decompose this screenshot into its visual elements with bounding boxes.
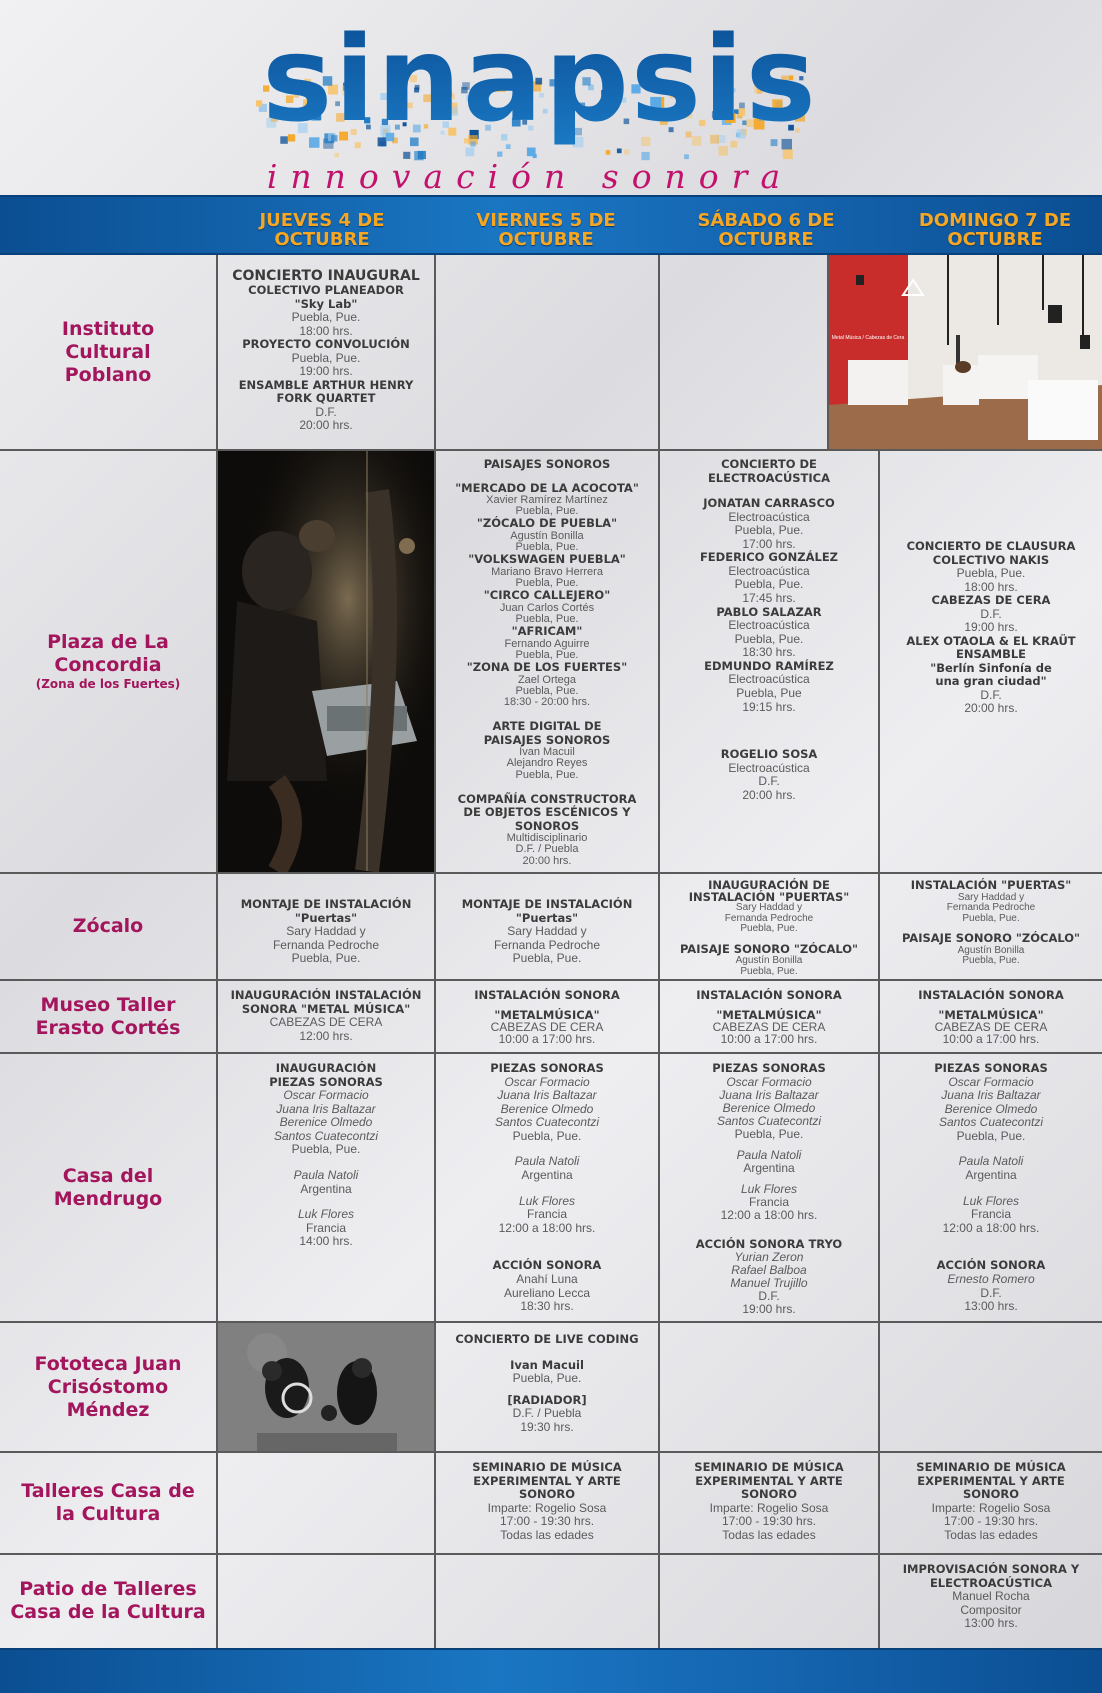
event-artist: Ernesto Romero bbox=[947, 1271, 1035, 1286]
footer-band bbox=[0, 1648, 1102, 1693]
column-divider bbox=[878, 450, 880, 1648]
event-artist: Manuel Trujillo bbox=[730, 1276, 808, 1290]
event-artist: Agustín Bonilla bbox=[957, 944, 1025, 956]
event-artist: [RADIADOR] bbox=[507, 1392, 587, 1407]
event-work: "METALMÚSICA" bbox=[938, 1007, 1044, 1022]
event-title: INSTALACIÓN SONORA bbox=[918, 988, 1064, 1002]
event-origin: Puebla, Pue. bbox=[512, 1371, 582, 1385]
event-artist: Ivan Macuil bbox=[510, 1357, 584, 1372]
venue-museo-taller bbox=[0, 980, 216, 1053]
event-audience: Todas las edades bbox=[944, 1527, 1038, 1542]
event-origin: Puebla, Pue. bbox=[734, 1126, 804, 1141]
event-origin: Puebla, Pue. bbox=[291, 310, 361, 324]
logo-area bbox=[0, 0, 1102, 195]
event-time: 18:00 hrs. bbox=[964, 579, 1018, 594]
cell-plaza-sunday bbox=[880, 534, 1102, 716]
sinapsis-logo bbox=[250, 10, 850, 195]
photo-live-performance bbox=[217, 451, 435, 873]
pixel-square bbox=[606, 150, 611, 155]
event-work: "METALMÚSICA" bbox=[494, 1007, 600, 1022]
event-origin: D.F. bbox=[758, 1289, 780, 1303]
event-artist: CABEZAS DE CERA bbox=[269, 1015, 383, 1029]
event-origin: Puebla, Pue. bbox=[515, 541, 579, 554]
row-divider bbox=[0, 1553, 1102, 1555]
event-title: PIEZAS SONORAS bbox=[490, 1061, 604, 1075]
event-title: IMPROVISACIÓN SONORA Y ELECTROACÚSTICA bbox=[902, 1562, 1080, 1590]
venue-instituto-cultural-poblano bbox=[0, 255, 216, 450]
event-work: "METALMÚSICA" bbox=[716, 1007, 822, 1022]
event-origin: D.F. bbox=[980, 606, 1002, 621]
event-artist: Mariano Bravo Herrera bbox=[491, 565, 603, 578]
column-divider bbox=[658, 255, 660, 1648]
event-artist: Ivan Macuil bbox=[519, 746, 575, 759]
event-work: "Berlín Sinfonía de una gran ciudad" bbox=[930, 660, 1052, 689]
event-role: Compositor bbox=[960, 1602, 1022, 1617]
cell-zocalo-saturday bbox=[660, 873, 878, 977]
row-divider bbox=[0, 1321, 1102, 1323]
event-time: 10:00 a 17:00 hrs. bbox=[942, 1031, 1040, 1046]
venue-name: Patio de Talleres Casa de la Cultura bbox=[10, 1578, 206, 1623]
event-title: MONTAJE DE INSTALACIÓN bbox=[240, 897, 412, 911]
event-time: 18:00 hrs. bbox=[299, 323, 353, 338]
event-instructor: Imparte: Rogelio Sosa bbox=[709, 1500, 829, 1515]
event-origin: Puebla, Pue. bbox=[515, 577, 579, 590]
event-artist: Santos Cuatecontzi bbox=[938, 1115, 1044, 1130]
event-artist: Fernanda Pedroche bbox=[724, 912, 814, 924]
event-artist: Fernanda Pedroche bbox=[272, 937, 380, 952]
event-artist: Sary Haddad y bbox=[286, 924, 366, 938]
event-audience: Todas las edades bbox=[722, 1527, 816, 1542]
event-time: 13:00 hrs. bbox=[964, 1299, 1018, 1314]
event-artist: CABEZAS DE CERA bbox=[934, 1020, 1048, 1034]
event-artist: Paula Natoli bbox=[514, 1154, 580, 1169]
cell-plaza-friday bbox=[436, 452, 658, 867]
event-artist: Sary Haddad y bbox=[957, 891, 1025, 903]
event-origin: D.F. bbox=[980, 687, 1002, 702]
event-artist: CABEZAS DE CERA bbox=[490, 1020, 604, 1034]
event-time: 12:00 hrs. bbox=[299, 1028, 353, 1043]
event-origin: Puebla, Pue. bbox=[956, 566, 1026, 580]
event-title: "ZONA DE LOS FUERTES" bbox=[466, 660, 628, 675]
event-origin: Francia bbox=[526, 1207, 567, 1222]
event-artist: Fernanda Pedroche bbox=[946, 902, 1036, 913]
event-instructor: Imparte: Rogelio Sosa bbox=[487, 1500, 607, 1515]
event-artist: Luk Flores bbox=[297, 1207, 355, 1222]
event-artist: Juana Iris Baltazar bbox=[941, 1088, 1041, 1103]
event-artist: Luk Flores bbox=[518, 1193, 576, 1208]
event-origin: Argentina bbox=[300, 1181, 352, 1196]
event-group: CABEZAS DE CERA bbox=[931, 593, 1051, 608]
event-origin: D.F. / Puebla bbox=[512, 1406, 582, 1421]
event-artist: Oscar Formacio bbox=[283, 1088, 369, 1102]
event-artist: Xavier Ramírez Martínez bbox=[486, 494, 608, 506]
event-artist: Berenice Olmedo bbox=[944, 1101, 1038, 1116]
event-title: "ZÓCALO DE PUEBLA" bbox=[476, 516, 618, 531]
cell-mendrugo-thursday bbox=[218, 1056, 434, 1249]
event-artist: Luk Flores bbox=[962, 1193, 1020, 1208]
row-divider bbox=[0, 872, 1102, 874]
event-artist: Yurian Zeron bbox=[734, 1250, 804, 1264]
event-title: PAISAJE SONORO "ZÓCALO" bbox=[901, 931, 1081, 945]
event-title: MONTAJE DE INSTALACIÓN bbox=[461, 897, 633, 911]
event-origin: Puebla, Pue. bbox=[734, 631, 804, 646]
event-time: 18:30 hrs. bbox=[520, 1299, 574, 1314]
event-origin: Puebla, Pue. bbox=[515, 648, 579, 661]
event-time: 19:30 hrs. bbox=[520, 1419, 574, 1434]
day-header-band bbox=[0, 195, 1102, 255]
event-origin: Argentina bbox=[743, 1160, 795, 1175]
event-origin: Francia bbox=[970, 1207, 1011, 1222]
event-genre: Electroacústica bbox=[728, 672, 810, 687]
event-artist: Anahí Luna bbox=[516, 1271, 578, 1286]
event-title: INSTALACIÓN "PUERTAS" bbox=[910, 878, 1072, 892]
event-title: INAUGURACIÓN DE INSTALACIÓN "PUERTAS" bbox=[688, 878, 850, 904]
event-time: 19:15 hrs. bbox=[742, 699, 796, 714]
event-origin: D.F. / Puebla bbox=[515, 843, 579, 856]
row-divider bbox=[0, 449, 1102, 451]
event-title: ACCIÓN SONORA bbox=[492, 1258, 602, 1273]
event-title: PROYECTO CONVOLUCIÓN bbox=[242, 337, 410, 352]
column-divider bbox=[216, 255, 218, 1648]
event-artist: Alejandro Reyes bbox=[506, 757, 588, 770]
event-work: "Puertas" bbox=[515, 910, 579, 925]
event-origin: D.F. bbox=[980, 1285, 1002, 1300]
event-time: 12:00 a 18:00 hrs. bbox=[498, 1220, 596, 1235]
row-divider bbox=[0, 1451, 1102, 1453]
event-time: 17:00 - 19:30 hrs. bbox=[499, 1514, 595, 1529]
cell-zocalo-thursday bbox=[218, 892, 434, 966]
venue-zocalo bbox=[0, 873, 216, 980]
cell-mendrugo-saturday bbox=[660, 1056, 878, 1316]
event-title: "AFRICAM" bbox=[511, 624, 583, 639]
venue-subtitle: (Zona de los Fuertes) bbox=[35, 677, 181, 691]
event-origin: Puebla, Pue. bbox=[515, 612, 579, 625]
event-origin: Puebla, Pue. bbox=[734, 523, 804, 538]
event-artist: EDMUNDO RAMÍREZ bbox=[704, 658, 834, 673]
event-origin: Puebla, Pue. bbox=[515, 505, 579, 518]
venue-name: Instituto Cultural Poblano bbox=[61, 318, 155, 386]
venue-talleres bbox=[0, 1452, 216, 1554]
cell-museo-saturday bbox=[660, 983, 878, 1045]
day-header-thursday: JUEVES 4 DE OCTUBRE bbox=[259, 210, 385, 250]
cell-museo-thursday bbox=[218, 983, 434, 1043]
venue-name: Plaza de La Concordia bbox=[47, 631, 169, 676]
event-artist: Sary Haddad y bbox=[507, 924, 587, 938]
event-time: 14:00 hrs. bbox=[299, 1234, 353, 1249]
event-artist: Rafael Balboa bbox=[731, 1263, 807, 1277]
venue-name: Zócalo bbox=[72, 915, 144, 937]
event-artist: Agustín Bonilla bbox=[735, 955, 803, 966]
event-origin: Puebla, Pue. bbox=[515, 684, 579, 697]
event-origin: Puebla, Pue. bbox=[962, 955, 1020, 966]
event-time: 20:00 hrs. bbox=[522, 854, 572, 867]
event-time: 13:00 hrs. bbox=[964, 1616, 1018, 1631]
venue-fototeca bbox=[0, 1322, 216, 1452]
event-instructor: Imparte: Rogelio Sosa bbox=[931, 1500, 1051, 1515]
event-group: ALEX OTAOLA & EL KRAÜT ENSAMBLE bbox=[906, 633, 1076, 662]
event-title: PIEZAS SONORAS bbox=[712, 1061, 826, 1075]
event-title: CONCIERTO INAUGURAL bbox=[232, 268, 420, 284]
event-title: PAISAJES SONOROS bbox=[483, 457, 611, 471]
event-origin: Puebla, Pue. bbox=[962, 912, 1020, 924]
event-artist: Juana Iris Baltazar bbox=[276, 1101, 376, 1116]
cell-zocalo-sunday bbox=[880, 873, 1102, 967]
event-artist: Santos Cuatecontzi bbox=[273, 1128, 379, 1143]
event-genre: Multidisciplinario bbox=[506, 832, 588, 845]
column-divider bbox=[827, 255, 829, 450]
event-time: 20:00 hrs. bbox=[964, 701, 1018, 716]
event-genre: Electroacústica bbox=[728, 760, 810, 775]
event-group: COLECTIVO NAKIS bbox=[932, 552, 1050, 567]
event-artist: Paula Natoli bbox=[293, 1167, 359, 1182]
venue-casa-del-mendrugo bbox=[0, 1053, 216, 1322]
event-artist: Zael Ortega bbox=[517, 673, 577, 686]
event-origin: Puebla, Pue. bbox=[512, 951, 582, 966]
event-title: INSTALACIÓN SONORA bbox=[474, 988, 620, 1002]
event-artist: ROGELIO SOSA bbox=[720, 747, 818, 762]
event-artist: Berenice Olmedo bbox=[279, 1115, 373, 1130]
cell-museo-sunday bbox=[880, 983, 1102, 1045]
event-artist: CABEZAS DE CERA bbox=[712, 1020, 826, 1034]
event-title: CONCIERTO DE ELECTROACÚSTICA bbox=[707, 457, 831, 485]
event-title: INAUGURACIÓN PIEZAS SONORAS bbox=[269, 1061, 383, 1089]
day-header-friday: VIERNES 5 DE OCTUBRE bbox=[476, 210, 616, 250]
day-header-sunday: DOMINGO 7 DE OCTUBRE bbox=[918, 210, 1072, 250]
photo-gallery-installation bbox=[828, 255, 1102, 450]
event-origin: Puebla, Pue bbox=[736, 685, 802, 700]
event-origin: Puebla, Pue. bbox=[740, 923, 798, 934]
event-artist: PABLO SALAZAR bbox=[716, 604, 822, 619]
event-artist: Fernanda Pedroche bbox=[493, 937, 601, 952]
cell-talleres-sunday bbox=[880, 1455, 1102, 1542]
event-title: "MERCADO DE LA ACOCOTA" bbox=[455, 480, 639, 495]
event-title: CONCIERTO DE CLAUSURA bbox=[906, 539, 1076, 553]
event-title: "VOLKSWAGEN PUEBLA" bbox=[468, 552, 626, 567]
event-time: 18:30 - 20:00 hrs. bbox=[503, 695, 591, 708]
cell-icp-thursday bbox=[218, 262, 434, 433]
event-artist: Paula Natoli bbox=[736, 1147, 802, 1162]
event-audience: Todas las edades bbox=[500, 1527, 594, 1542]
event-genre: Electroacústica bbox=[728, 509, 810, 524]
logo-title: sinapsis bbox=[262, 10, 818, 148]
pixel-square bbox=[624, 149, 629, 154]
row-divider bbox=[0, 979, 1102, 981]
cell-talleres-friday bbox=[436, 1455, 658, 1542]
cell-mendrugo-sunday bbox=[880, 1056, 1102, 1314]
event-artist: Berenice Olmedo bbox=[500, 1101, 594, 1116]
event-title: INSTALACIÓN SONORA bbox=[696, 988, 842, 1002]
event-time: 10:00 a 17:00 hrs. bbox=[498, 1031, 596, 1046]
event-origin: Puebla, Pue. bbox=[956, 1128, 1026, 1143]
event-artist: JONATAN CARRASCO bbox=[703, 496, 835, 510]
event-origin: D.F. bbox=[315, 404, 337, 419]
pixel-square bbox=[497, 152, 502, 157]
event-origin: Puebla, Pue. bbox=[291, 350, 361, 365]
event-origin: Puebla, Pue. bbox=[291, 951, 361, 966]
venue-name: Museo Taller Erasto Cortés bbox=[35, 993, 181, 1039]
event-title: "CIRCO CALLEJERO" bbox=[483, 588, 611, 603]
event-title: SEMINARIO DE MÚSICA EXPERIMENTAL Y ARTE SONORO bbox=[694, 1460, 844, 1501]
event-time: 17:00 hrs. bbox=[742, 536, 796, 551]
event-title: CONCIERTO DE LIVE CODING bbox=[455, 1332, 639, 1346]
pixel-square bbox=[466, 148, 475, 157]
venue-name: Casa del Mendrugo bbox=[53, 1164, 163, 1210]
event-genre: Electroacústica bbox=[728, 563, 810, 578]
event-artist: Santos Cuatecontzi bbox=[494, 1115, 600, 1130]
pixel-square bbox=[617, 149, 622, 154]
event-title: PIEZAS SONORAS bbox=[934, 1061, 1048, 1075]
event-work: "Puertas" bbox=[294, 910, 358, 925]
event-time: 19:00 hrs. bbox=[299, 364, 353, 379]
event-title: ENSAMBLE ARTHUR HENRY FORK QUARTET bbox=[238, 377, 414, 406]
photo-musicians-bw bbox=[217, 1323, 435, 1452]
event-artist: Fernando Aguirre bbox=[504, 637, 590, 650]
event-artist: Oscar Formacio bbox=[504, 1074, 590, 1089]
event-origin: Francia bbox=[748, 1194, 789, 1209]
event-origin: Puebla, Pue. bbox=[291, 1142, 361, 1157]
event-title: ACCIÓN SONORA bbox=[936, 1258, 1046, 1273]
event-artist: Juana Iris Baltazar bbox=[719, 1087, 819, 1102]
event-time: 12:00 a 18:00 hrs. bbox=[942, 1220, 1040, 1235]
event-artist: Oscar Formacio bbox=[948, 1074, 1034, 1089]
event-artist: Sary Haddad y bbox=[735, 902, 803, 913]
event-artist: Oscar Formacio bbox=[726, 1074, 812, 1089]
event-time: 17:45 hrs. bbox=[742, 590, 796, 605]
day-header-saturday: SÁBADO 6 DE OCTUBRE bbox=[697, 210, 835, 250]
cell-patio-sunday bbox=[880, 1557, 1102, 1631]
event-time: 10:00 a 17:00 hrs. bbox=[720, 1031, 818, 1046]
event-artist: Juana Iris Baltazar bbox=[497, 1088, 597, 1103]
event-title: PAISAJE SONORO "ZÓCALO" bbox=[679, 941, 859, 956]
event-group: COLECTIVO PLANEADOR bbox=[248, 283, 404, 297]
cell-zocalo-friday bbox=[436, 892, 658, 966]
event-title: ACCIÓN SONORA TRYO bbox=[695, 1236, 843, 1251]
venue-patio-talleres bbox=[0, 1554, 216, 1648]
venue-name: Talleres Casa de la Cultura bbox=[21, 1480, 195, 1525]
event-artist: Luk Flores bbox=[740, 1181, 798, 1196]
photo-caption: Metal Música / Cabezas de Cera bbox=[831, 335, 905, 341]
event-origin: Puebla, Pue. bbox=[734, 577, 804, 592]
event-title: SEMINARIO DE MÚSICA EXPERIMENTAL Y ARTE SONORO bbox=[916, 1460, 1066, 1501]
venue-plaza-concordia bbox=[0, 450, 216, 873]
event-time: 18:30 hrs. bbox=[742, 645, 796, 660]
cell-museo-friday bbox=[436, 983, 658, 1045]
event-artist: FEDERICO GONZÁLEZ bbox=[699, 550, 839, 565]
venue-name: Fototeca Juan Crisóstomo Méndez bbox=[34, 1352, 182, 1421]
row-divider bbox=[0, 1052, 1102, 1054]
column-divider bbox=[434, 255, 436, 1648]
event-work: "Sky Lab" bbox=[294, 296, 358, 311]
event-time: 19:00 hrs. bbox=[742, 1302, 796, 1316]
event-origin: D.F. bbox=[758, 774, 780, 789]
event-origin: Puebla, Pue. bbox=[740, 965, 798, 977]
event-genre: Electroacústica bbox=[728, 618, 810, 633]
event-origin: Puebla, Pue. bbox=[512, 1128, 582, 1143]
event-title: COMPAÑÍA CONSTRUCTORA DE OBJETOS ESCÉNICOS Y SONOROS bbox=[457, 791, 637, 833]
cell-plaza-saturday bbox=[660, 452, 878, 802]
event-time: 20:00 hrs. bbox=[742, 787, 796, 802]
event-time: 19:00 hrs. bbox=[964, 620, 1018, 635]
cell-talleres-saturday bbox=[660, 1455, 878, 1542]
event-origin: Francia bbox=[305, 1220, 346, 1235]
event-title: SEMINARIO DE MÚSICA EXPERIMENTAL Y ARTE SONORO bbox=[472, 1460, 622, 1501]
logo-tagline: innovación sonora bbox=[266, 157, 794, 195]
event-artist: Santos Cuatecontzi bbox=[716, 1113, 822, 1128]
event-artist: Juan Carlos Cortés bbox=[499, 601, 595, 614]
cell-mendrugo-friday bbox=[436, 1056, 658, 1314]
event-title: ARTE DIGITAL DE PAISAJES SONOROS bbox=[483, 719, 611, 747]
event-artist: Paula Natoli bbox=[958, 1154, 1024, 1169]
event-artist: Manuel Rocha bbox=[952, 1589, 1030, 1603]
event-time: 20:00 hrs. bbox=[299, 418, 353, 433]
event-time: 12:00 a 18:00 hrs. bbox=[720, 1207, 818, 1222]
event-origin: Argentina bbox=[965, 1168, 1017, 1183]
event-origin: Puebla, Pue. bbox=[515, 768, 579, 781]
event-artist: Aureliano Lecca bbox=[503, 1285, 591, 1300]
event-artist: Agustín Bonilla bbox=[510, 529, 584, 542]
event-artist: Berenice Olmedo bbox=[722, 1100, 816, 1115]
event-origin: Argentina bbox=[521, 1168, 573, 1183]
event-time: 17:00 - 19:30 hrs. bbox=[943, 1514, 1039, 1529]
event-time: 17:00 - 19:30 hrs. bbox=[721, 1514, 817, 1529]
event-title: INAUGURACIÓN INSTALACIÓN SONORA "METAL MÚSICA" bbox=[230, 988, 422, 1016]
cell-fototeca-friday bbox=[436, 1327, 658, 1434]
